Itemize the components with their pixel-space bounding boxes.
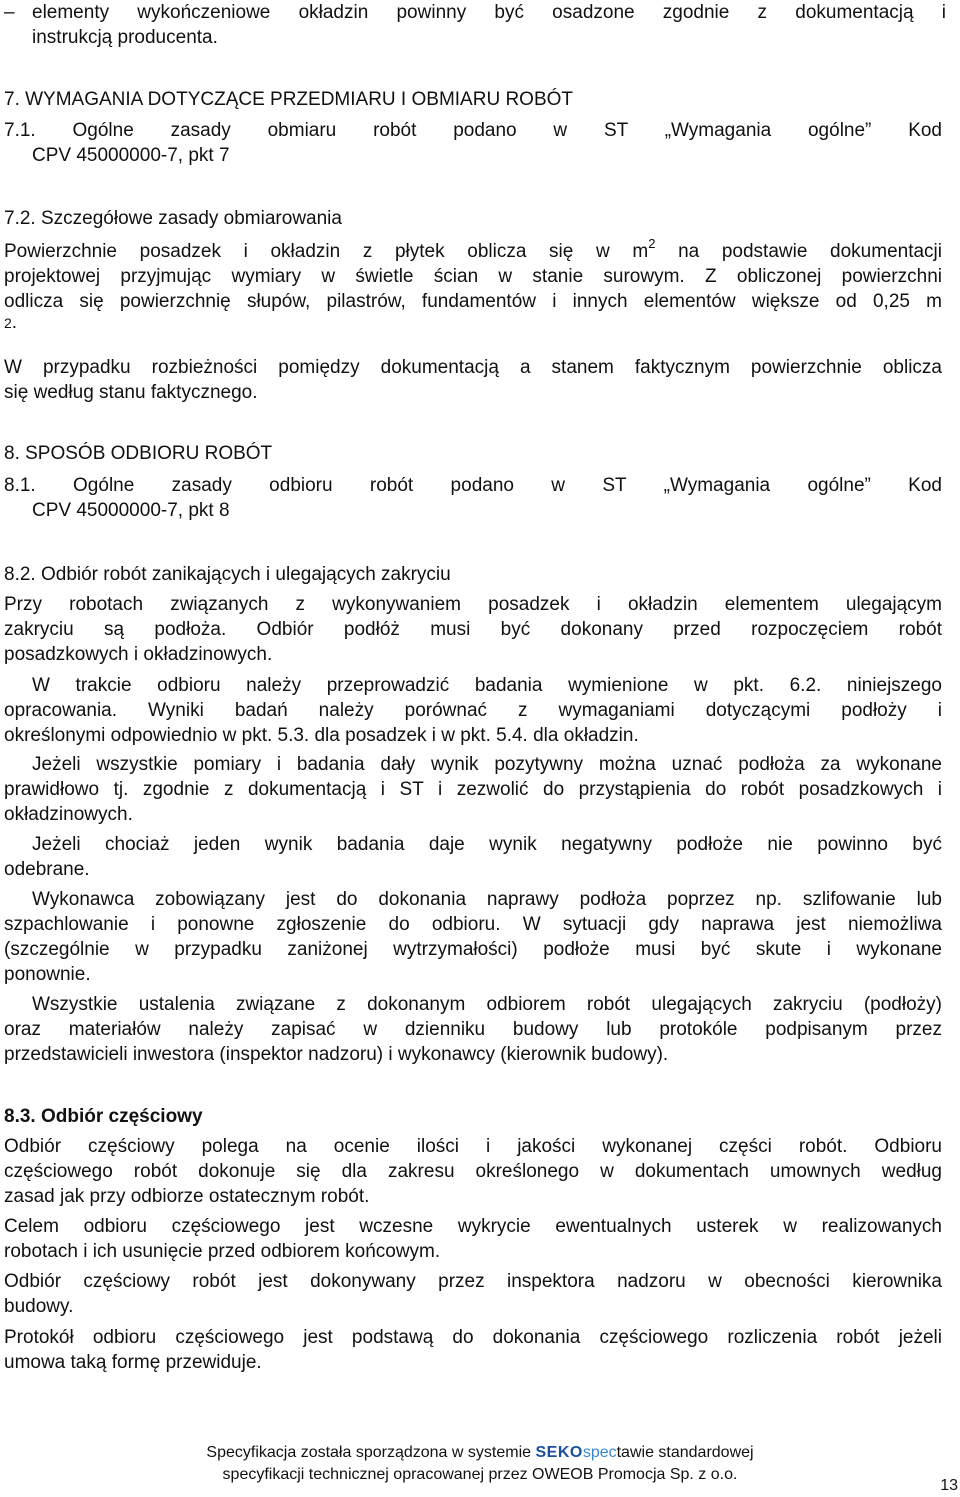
section-7-2-heading (4, 206, 942, 231)
bullet-item (4, 0, 946, 50)
text-line: ponownie. (4, 964, 91, 985)
text-line: umowa taką formę przewiduje. (4, 1352, 262, 1373)
text-line: Wykonawca zobowiązany jest do dokonania naprawy podłoża poprzez np. szlifowanie lub (32, 889, 942, 910)
heading-text: 8.3. Odbiór częściowy (4, 1106, 203, 1127)
text-line: prawidłowo tj. zgodnie z dokumentacją i ST i zezwolić do przystąpienia do robót posadzkowych i (4, 779, 942, 800)
superscript: 2 (4, 315, 12, 331)
text-line: odlicza się powierzchnię słupów, pilastrów, fundamentów i innych elementów większe od 0,25 m (4, 291, 942, 312)
text-line: określonymi odpowiednio w pkt. 5.3. dla posadzek i w pkt. 5.4. dla okładzin. (4, 725, 639, 746)
text-line: projektowej przyjmując wymiary w świetle ścian w stanie surowym. Z obliczonej powierzchni (4, 266, 942, 287)
text-line: (szczególnie w przypadku zaniżonej wytrzymałości) podłoże musi być skute i wykonane (4, 939, 942, 960)
section-7-2-paragraph-1 (4, 235, 942, 333)
section-8-2-paragraph-3 (4, 752, 942, 827)
section-7-2-paragraph-2 (4, 355, 942, 405)
section-8-heading (4, 441, 942, 466)
text-line (4, 235, 942, 264)
text-line: W trakcie odbioru należy przeprowadzić badania wymienione w pkt. 6.2. niniejszego (32, 675, 942, 696)
text-line: szpachlowanie i ponowne zgłoszenie do odbioru. W sytuacji gdy naprawa jest niemożliwa (4, 914, 942, 935)
heading-text: 8. SPOSÓB ODBIORU ROBÓT (4, 443, 273, 464)
heading-text: 7. WYMAGANIA DOTYCZĄCE PRZEDMIARU I OBMIARU ROBÓT (4, 89, 573, 110)
section-8-2-paragraph-4 (4, 832, 942, 882)
text-line: odebrane. (4, 859, 90, 880)
text-line: Odbiór częściowy robót jest dokonywany przez inspektora nadzoru w obecności kierownika (4, 1271, 942, 1292)
footer-line-1 (0, 1442, 960, 1464)
text-line: okładzinowych. (4, 804, 133, 825)
superscript: 2 (648, 235, 656, 251)
section-8-3-paragraph-4 (4, 1325, 942, 1375)
text-line: Jeżeli chociaż jeden wynik badania daje wynik negatywny podłoże nie powinno być (32, 834, 942, 855)
text-line: instrukcją producenta. (32, 27, 218, 48)
text-line: 7.1. Ogólne zasady obmiaru robót podano w ST „Wymagania ogólne” Kod (4, 120, 942, 141)
text-line: się według stanu faktycznego. (4, 382, 258, 403)
text-line: CPV 45000000-7, pkt 8 (32, 500, 230, 521)
text-segment: . (11, 312, 18, 333)
heading-text: 8.2. Odbiór robót zanikających i ulegających zakryciu (4, 564, 451, 585)
section-8-2-paragraph-5 (4, 887, 942, 987)
section-8-1 (4, 473, 942, 523)
text-line: robotach i ich usunięcie przed odbiorem końcowym. (4, 1241, 441, 1262)
text-line: budowy. (4, 1296, 74, 1317)
brand-logo-text: spec (582, 1444, 617, 1461)
section-7-1 (4, 118, 942, 168)
page-footer (0, 1442, 960, 1486)
section-8-3-paragraph-1 (4, 1134, 942, 1209)
bullet-dash: – (4, 2, 15, 23)
section-8-2-paragraph-6 (4, 992, 942, 1067)
text-line: posadzkowych i okładzinowych. (4, 644, 273, 665)
footer-text: Specyfikacja została sporządzona w systemie (206, 1444, 536, 1461)
text-segment: Powierzchnie posadzek i okładzin z płytek oblicza się w m (4, 241, 649, 262)
section-8-2-heading (4, 562, 942, 587)
text-line: Protokół odbioru częściowego jest podstawą do dokonania częściowego rozliczenia robót jeżeli (4, 1327, 942, 1348)
text-line: przedstawicieli inwestora (inspektor nadzoru) i wykonawcy (kierownik budowy). (4, 1044, 669, 1065)
text-line: W przypadku rozbieżności pomiędzy dokumentacją a stanem faktycznym powierzchnie oblicza (4, 357, 942, 378)
text-line: częściowego robót dokonuje się dla zakresu określonego w dokumentach umownych według (4, 1161, 942, 1182)
section-8-3-paragraph-3 (4, 1269, 942, 1319)
text-line: zasad jak przy odbiorze ostatecznym robót. (4, 1186, 370, 1207)
text-line: elementy wykończeniowe okładzin powinny być osadzone zgodnie z dokumentacją i (32, 2, 946, 23)
text-line: 8.1. Ogólne zasady odbioru robót podano w ST „Wymagania ogólne” Kod (4, 475, 942, 496)
section-8-3-heading (4, 1104, 942, 1129)
text-line: opracowania. Wyniki badań należy porównać z wymaganiami dotyczącymi podłoży i (4, 700, 942, 721)
brand-logo-text: SEKO (535, 1444, 583, 1461)
section-7-heading (4, 87, 942, 112)
text-line: CPV 45000000-7, pkt 7 (32, 145, 230, 166)
text-line: Celem odbioru częściowego jest wczesne wykrycie ewentualnych usterek w realizowanych (4, 1216, 942, 1237)
footer-line-2: specyfikacji technicznej opracowanej przez OWEOB Promocja Sp. z o.o. (222, 1466, 738, 1483)
text-line: Odbiór częściowy polega na ocenie ilości i jakości wykonanej części robót. Odbioru (4, 1136, 942, 1157)
section-8-3-paragraph-2 (4, 1214, 942, 1264)
text-line: Wszystkie ustalenia związane z dokonanym odbiorem robót ulegających zakryciu (podłoży) (32, 994, 942, 1015)
text-line (4, 314, 942, 332)
text-line: Jeżeli wszystkie pomiary i badania dały wynik pozytywny można uznać podłoża za wykonane (32, 754, 942, 775)
footer-text: tawie standardowej (616, 1444, 754, 1461)
text-line: zakryciu są podłoża. Odbiór podłóż musi być dokonany przed rozpoczęciem robót (4, 619, 942, 640)
text-line: Przy robotach związanych z wykonywaniem posadzek i okładzin elementem ulegającym (4, 594, 942, 615)
text-line: oraz materiałów należy zapisać w dzienniku budowy lub protokóle podpisanym przez (4, 1019, 942, 1040)
page-number: 13 (940, 1477, 958, 1494)
heading-text: 7.2. Szczegółowe zasady obmiarowania (4, 208, 342, 229)
section-8-2-paragraph-1 (4, 592, 942, 667)
section-8-2-paragraph-2 (4, 673, 942, 748)
text-segment: na podstawie dokumentacji (655, 241, 942, 262)
